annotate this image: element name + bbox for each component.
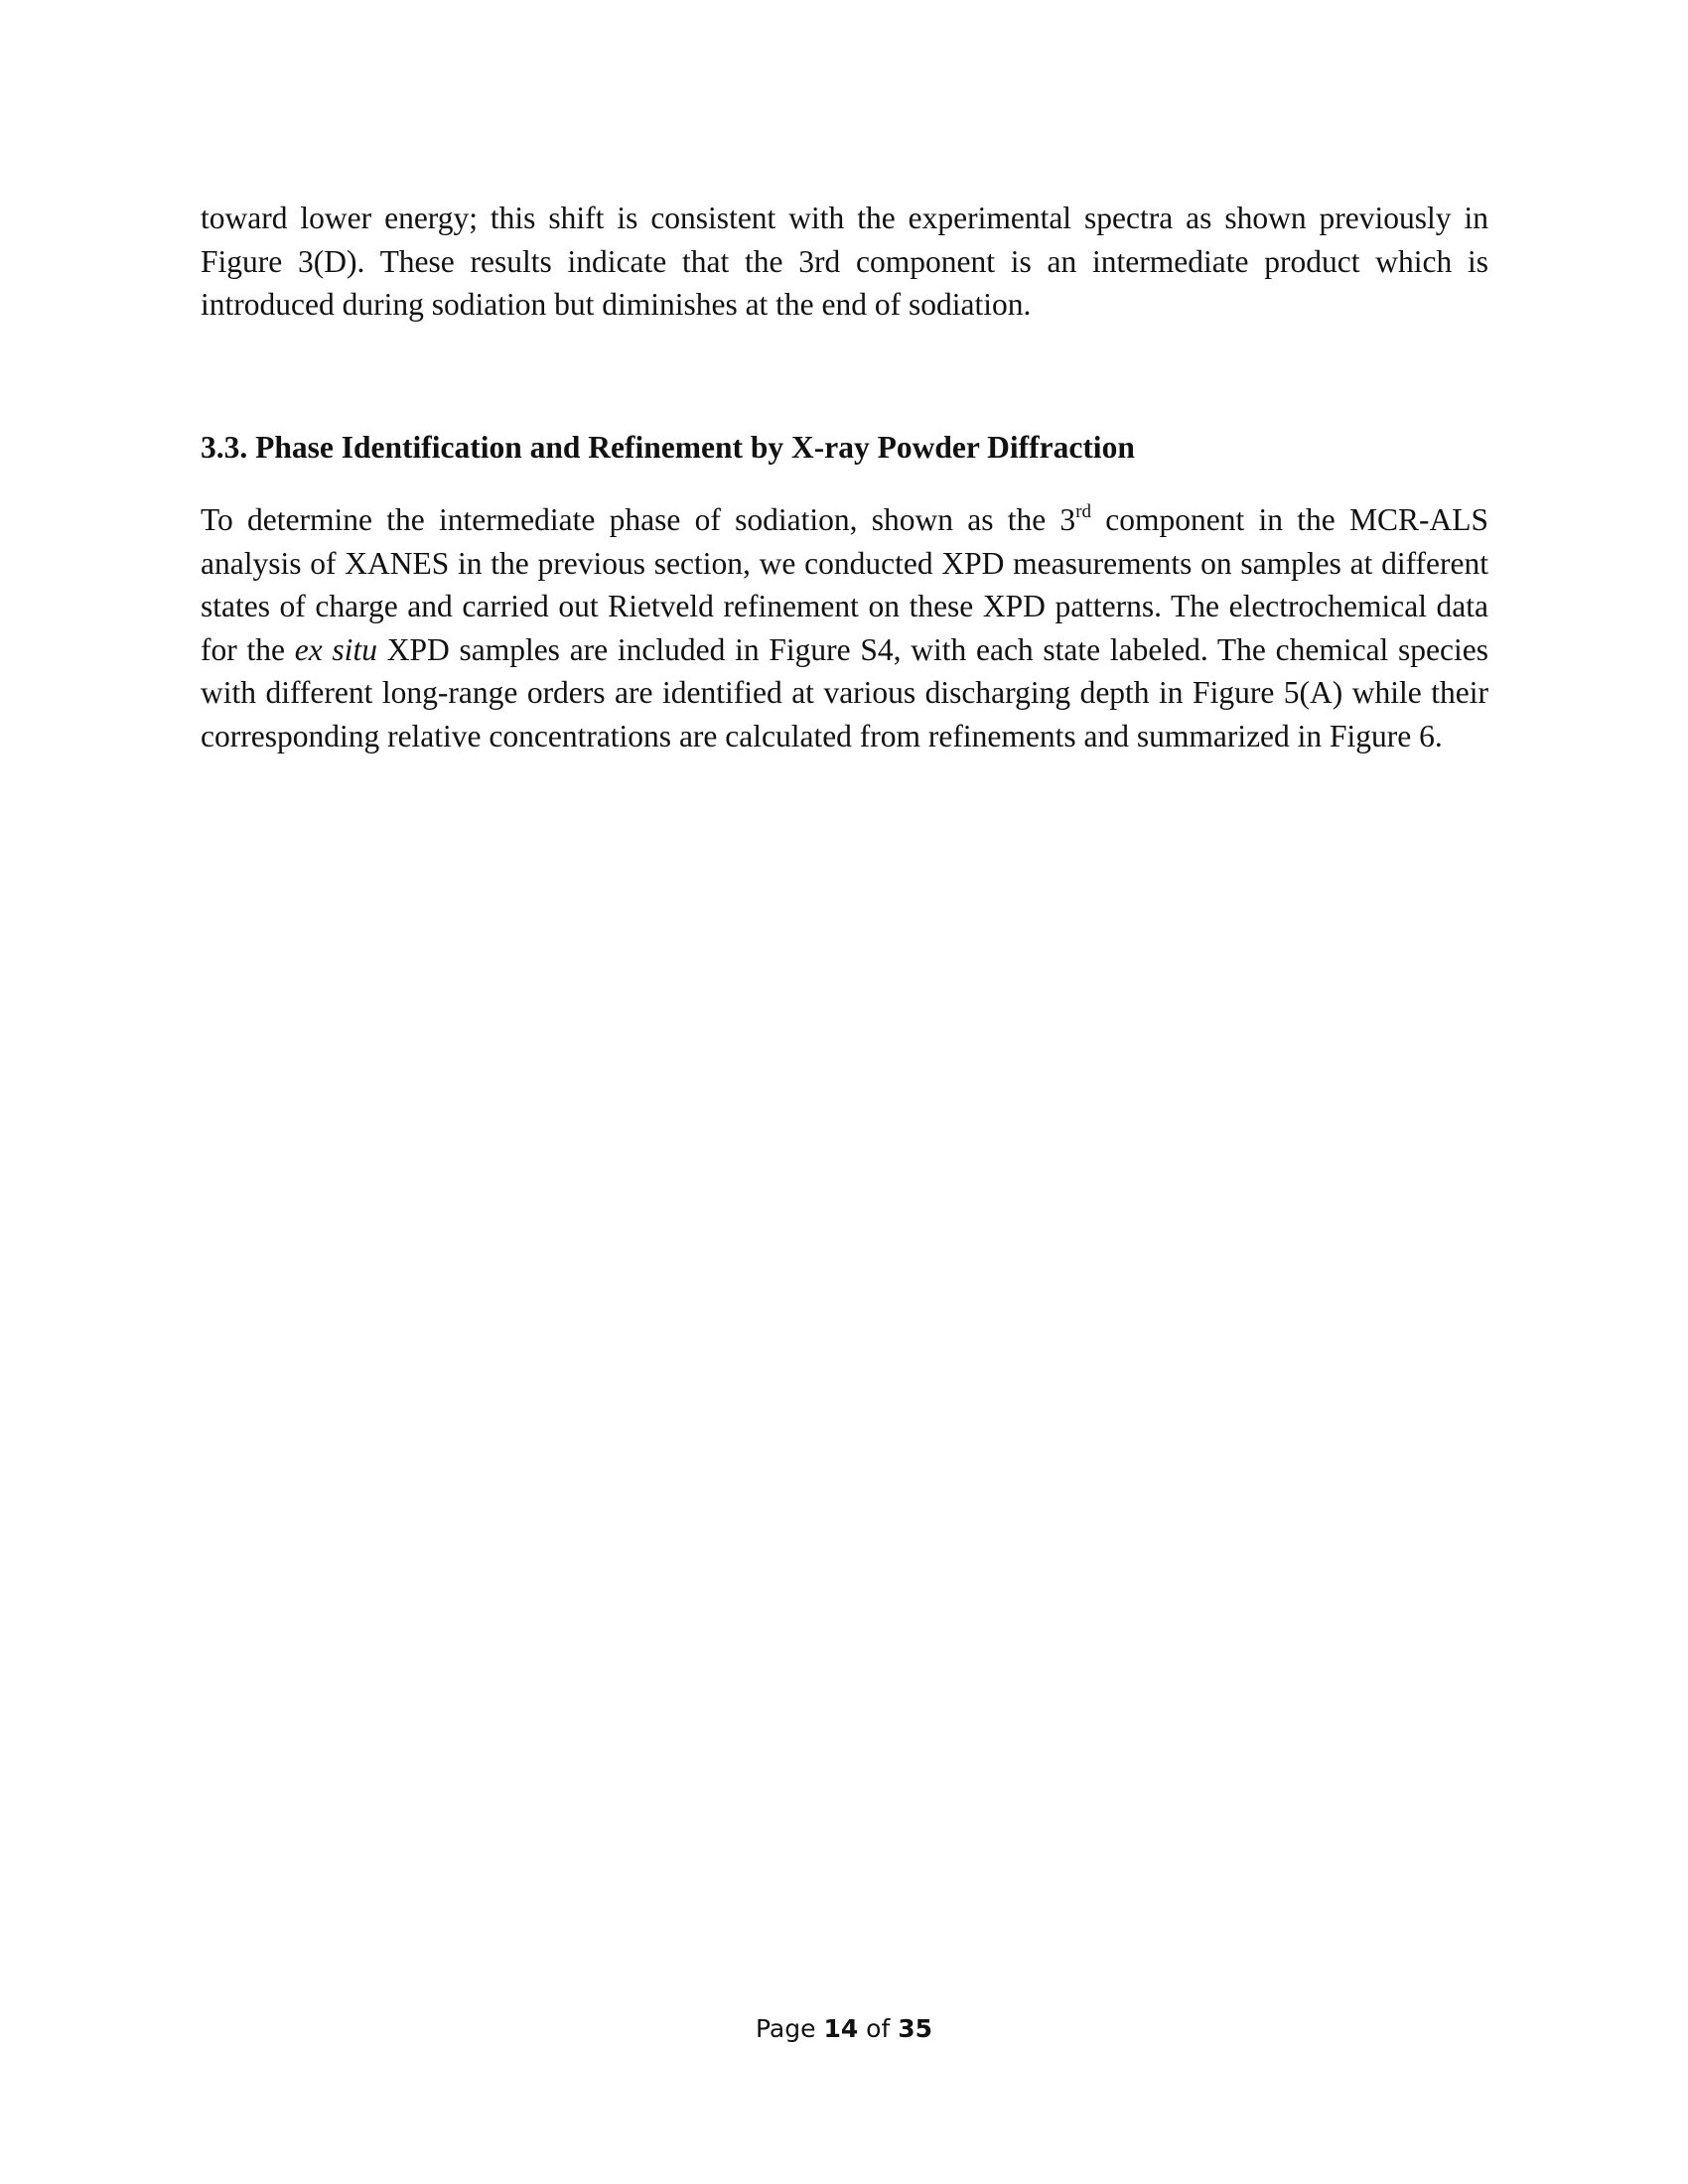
italic-term: ex situ (294, 631, 377, 667)
xpd-paragraph (201, 498, 1488, 757)
page-total: 35 (898, 2014, 933, 2043)
xpd-paragraph-text-1: To determine the intermediate phase of sodiation, shown as the 3 (201, 502, 1076, 537)
continued-paragraph: toward lower energy; this shift is consistent with the experimental spectra as shown previously in Figure 3(D). These results indicate that the 3rd component is an intermediate product which is introduced during sodiation but diminishes at the end of sodiation. (201, 201, 1488, 322)
xpd-paragraph-text-3: XPD samples are included in Figure S4, with each state labeled. The chemical species with different long-range orders are identified at various discharging depth in Figure 5(A) while their corresponding relative concentrations are calculated from refinements and summarized in Figure 6. (201, 631, 1489, 753)
page-footer (0, 2013, 1688, 2045)
ordinal-superscript: rd (1075, 500, 1092, 522)
page-of-label: of (858, 2014, 899, 2043)
section-heading: 3.3. Phase Identification and Refinement by X-ray Powder Diffraction (201, 430, 1135, 465)
page-label: Page (755, 2014, 824, 2043)
xpd-paragraph-text-2: component in the MCR-ALS analysis of XANES in the previous section, we conducted XPD measurements on samples at different states of charge and carried out Rietveld refinement on these XPD patterns. The electrochemical data for the (201, 502, 1488, 667)
page-number: 14 (823, 2014, 859, 2043)
